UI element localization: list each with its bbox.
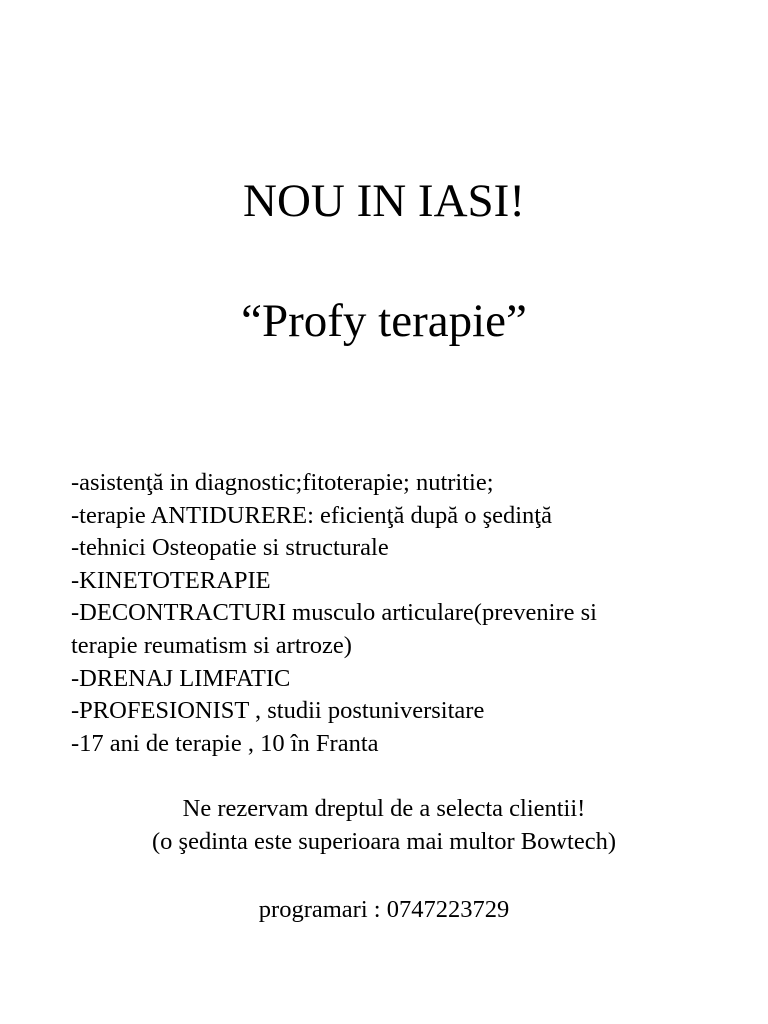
list-item: -terapie ANTIDURERE: eficienţă după o şedinţă [71,501,552,529]
services-list [71,467,711,760]
notice-line: (o şedinta este superioara mai multor Bowtech) [152,828,616,855]
list-item: -DRENAJ LIMFATIC [71,664,291,692]
notice-line: Ne rezervam dreptul de a selecta clientii! [182,795,586,822]
list-item: -tehnici Osteopatie si structurale [71,534,389,562]
list-item: -DECONTRACTURI musculo articulare(prevenire si [71,599,597,627]
contact-phone: programari : 0747223729 [258,896,510,923]
headline: NOU IN IASI! [243,175,525,227]
list-item: terapie reumatism si artroze) [71,631,352,659]
list-item: -asistenţă in diagnostic;fitoterapie; nutritie; [71,469,494,496]
list-item: -PROFESIONIST , studii postuniversitare [71,697,485,725]
brand-name: “Profy terapie” [241,295,527,347]
list-item: -KINETOTERAPIE [71,566,271,594]
list-item: -17 ani de terapie , 10 în Franta [71,729,379,757]
